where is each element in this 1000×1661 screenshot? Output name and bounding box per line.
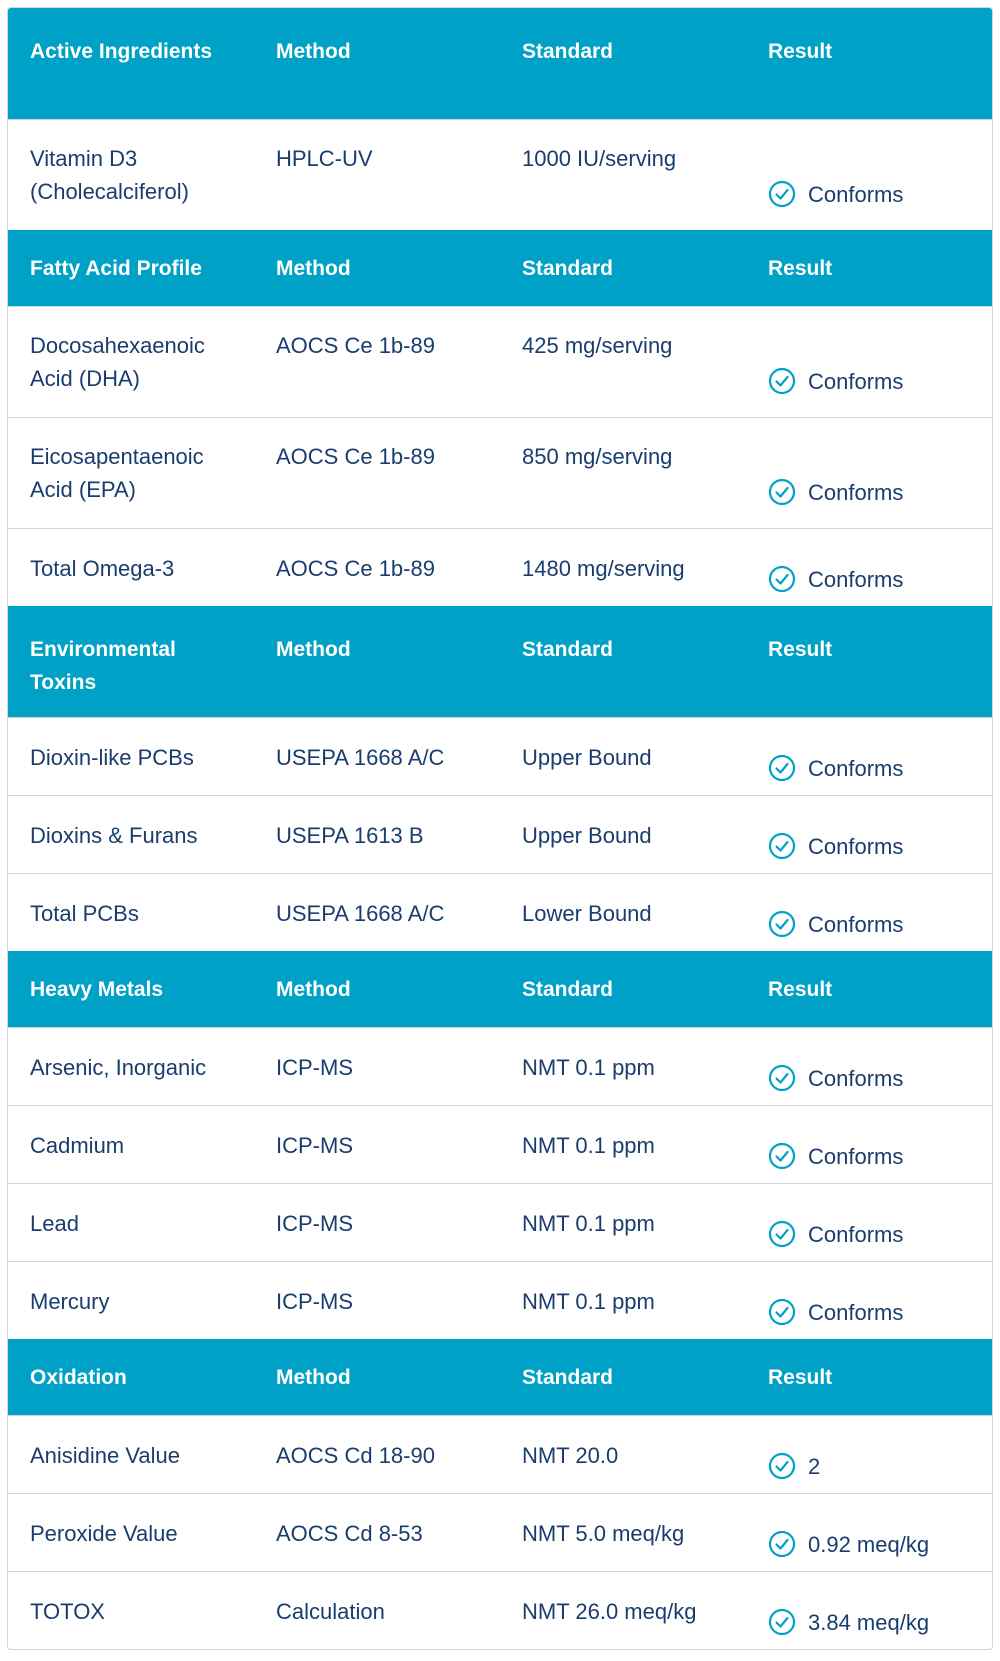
- standard-value: NMT 5.0 meq/kg: [522, 1521, 685, 1546]
- result-cell: [746, 1051, 992, 1105]
- analyte-name: Peroxide Value: [30, 1521, 178, 1546]
- result-cell: [746, 158, 992, 230]
- standard-value: NMT 26.0 meq/kg: [522, 1599, 697, 1624]
- check-circle-icon: [768, 1064, 796, 1092]
- analyte-name: Total PCBs: [30, 901, 139, 926]
- result-cell: [746, 1439, 992, 1493]
- result-value: Conforms: [808, 911, 904, 937]
- table-row: [8, 417, 992, 528]
- result-cell: [746, 741, 992, 795]
- check-circle-icon: [768, 1608, 796, 1636]
- table-row: [8, 119, 992, 230]
- result-value: 3.84 meq/kg: [808, 1609, 930, 1635]
- section-header-row: [8, 606, 992, 717]
- standard-value: NMT 20.0: [522, 1443, 619, 1468]
- standard-value: NMT 0.1 ppm: [522, 1289, 655, 1314]
- test-method: USEPA 1668 A/C: [276, 901, 445, 926]
- result-value: Conforms: [808, 181, 904, 207]
- table-row: [8, 1571, 992, 1649]
- check-circle-icon: [768, 1298, 796, 1326]
- table-row: [8, 1415, 992, 1493]
- check-circle-icon: [768, 754, 796, 782]
- table-row: [8, 1493, 992, 1571]
- test-method: ICP-MS: [276, 1133, 353, 1158]
- table-row: [8, 795, 992, 873]
- result-cell: [746, 1595, 992, 1649]
- analyte-name: Lead: [30, 1211, 79, 1236]
- result-cell: [746, 897, 992, 951]
- result-cell: [746, 819, 992, 873]
- standard-value: 1480 mg/serving: [522, 556, 685, 581]
- check-circle-icon: [768, 910, 796, 938]
- result-cell: [746, 1207, 992, 1261]
- test-method: AOCS Cd 8-53: [276, 1521, 423, 1546]
- result-value: Conforms: [808, 1143, 904, 1169]
- method-column-header: Method: [276, 40, 351, 63]
- result-value: Conforms: [808, 833, 904, 859]
- standard-value: Lower Bound: [522, 901, 652, 926]
- result-column-header: Result: [768, 638, 833, 661]
- standard-value: 1000 IU/serving: [522, 146, 677, 171]
- method-column-header: Method: [276, 257, 351, 280]
- result-value: Conforms: [808, 368, 904, 394]
- result-cell: [746, 1285, 992, 1339]
- table-row: [8, 1027, 992, 1105]
- test-method: ICP-MS: [276, 1211, 353, 1236]
- standard-column-header: Standard: [522, 638, 614, 661]
- result-value: Conforms: [808, 479, 904, 505]
- check-circle-icon: [768, 1142, 796, 1170]
- result-value: Conforms: [808, 1221, 904, 1247]
- method-column-header: Method: [276, 978, 351, 1001]
- check-circle-icon: [768, 478, 796, 506]
- table-row: [8, 873, 992, 951]
- result-value: Conforms: [808, 566, 904, 592]
- test-method: AOCS Cd 18-90: [276, 1443, 435, 1468]
- test-results-table: [7, 7, 993, 1650]
- test-method: AOCS Ce 1b-89: [276, 444, 435, 469]
- table-row: [8, 1183, 992, 1261]
- analyte-name: Anisidine Value: [30, 1443, 181, 1468]
- test-method: AOCS Ce 1b-89: [276, 556, 435, 581]
- table-row: [8, 528, 992, 606]
- standard-value: NMT 0.1 ppm: [522, 1133, 655, 1158]
- result-cell: [746, 552, 992, 606]
- test-method: Calculation: [276, 1599, 385, 1624]
- analyte-name: Dioxin-like PCBs: [30, 745, 194, 770]
- result-cell: [746, 1129, 992, 1183]
- result-value: Conforms: [808, 1299, 904, 1325]
- method-column-header: Method: [276, 638, 351, 661]
- check-circle-icon: [768, 1452, 796, 1480]
- check-circle-icon: [768, 367, 796, 395]
- table-row: [8, 1261, 992, 1339]
- standard-column-header: Standard: [522, 257, 614, 280]
- section-title: Environmental Toxins: [30, 638, 176, 694]
- standard-column-header: Standard: [522, 1366, 614, 1389]
- analyte-name: Arsenic, Inorganic: [30, 1055, 207, 1080]
- result-column-header: Result: [768, 40, 833, 63]
- section-header-row: [8, 951, 992, 1027]
- section-header-row: [8, 8, 992, 119]
- analyte-name: Vitamin D3 (Cholecalciferol): [30, 146, 189, 204]
- table-row: [8, 1105, 992, 1183]
- standard-value: Upper Bound: [522, 745, 652, 770]
- check-circle-icon: [768, 565, 796, 593]
- standard-value: NMT 0.1 ppm: [522, 1055, 655, 1080]
- check-circle-icon: [768, 832, 796, 860]
- standard-value: 850 mg/serving: [522, 444, 673, 469]
- result-column-header: Result: [768, 1366, 833, 1389]
- standard-value: 425 mg/serving: [522, 333, 673, 358]
- section-title: Oxidation: [30, 1366, 127, 1389]
- analyte-name: Dioxins & Furans: [30, 823, 198, 848]
- test-method: AOCS Ce 1b-89: [276, 333, 435, 358]
- section-title: Active Ingredients: [30, 40, 213, 63]
- section-header-row: [8, 1339, 992, 1415]
- result-column-header: Result: [768, 257, 833, 280]
- check-circle-icon: [768, 180, 796, 208]
- table-row: [8, 717, 992, 795]
- standard-column-header: Standard: [522, 40, 614, 63]
- analyte-name: Cadmium: [30, 1133, 125, 1158]
- section-header-row: [8, 230, 992, 306]
- table-row: [8, 306, 992, 417]
- section-title: Fatty Acid Profile: [30, 257, 202, 280]
- analyte-name: Eicosapentaenoic Acid (EPA): [30, 444, 204, 502]
- check-circle-icon: [768, 1530, 796, 1558]
- section-title: Heavy Metals: [30, 978, 164, 1001]
- standard-column-header: Standard: [522, 978, 614, 1001]
- test-method: HPLC-UV: [276, 146, 373, 171]
- method-column-header: Method: [276, 1366, 351, 1389]
- result-value: 0.92 meq/kg: [808, 1531, 930, 1557]
- analyte-name: Total Omega-3: [30, 556, 175, 581]
- result-cell: [746, 456, 992, 528]
- test-method: USEPA 1613 B: [276, 823, 424, 848]
- result-column-header: Result: [768, 978, 833, 1001]
- standard-value: Upper Bound: [522, 823, 652, 848]
- analyte-name: Docosahexaenoic Acid (DHA): [30, 333, 205, 391]
- result-value: 2: [808, 1453, 821, 1479]
- result-cell: [746, 345, 992, 417]
- result-value: Conforms: [808, 755, 904, 781]
- result-cell: [746, 1517, 992, 1571]
- test-method: USEPA 1668 A/C: [276, 745, 445, 770]
- analyte-name: TOTOX: [30, 1599, 105, 1624]
- result-value: Conforms: [808, 1065, 904, 1091]
- analyte-name: Mercury: [30, 1289, 110, 1314]
- test-method: ICP-MS: [276, 1055, 353, 1080]
- standard-value: NMT 0.1 ppm: [522, 1211, 655, 1236]
- test-method: ICP-MS: [276, 1289, 353, 1314]
- check-circle-icon: [768, 1220, 796, 1248]
